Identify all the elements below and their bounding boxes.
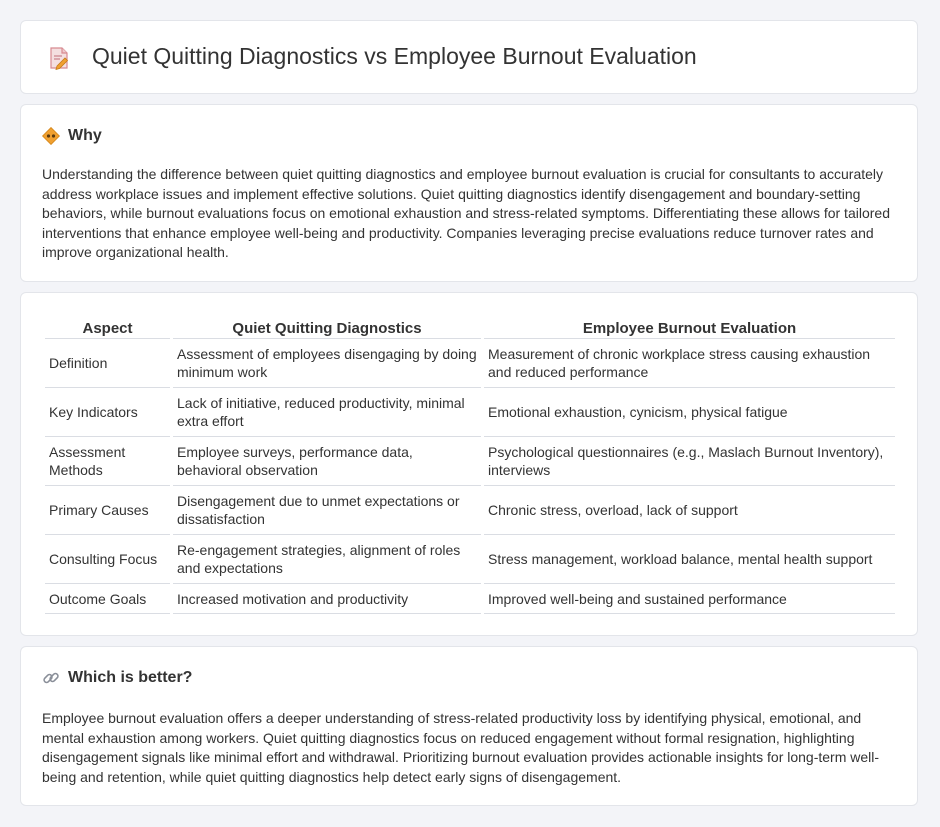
why-section <box>20 104 918 282</box>
header-card <box>20 20 918 94</box>
table-row <box>45 584 895 614</box>
which-is-better-section <box>20 646 918 806</box>
comparison-section <box>20 292 918 636</box>
better-text: Employee burnout evaluation offers a deeper understanding of stress-related productivity loss by identifying physical, emotional, and mental exhaustion among workers. Quiet quitting diagnostics focus on reduced engagement without formal resignation, highlighting disengagement signals like minimal effort and withdrawal. Prioritizing burnout evaluation provides actionable insights for long-term well-being and retention, while quiet quitting diagnostics help detect early signs of disengagement. <box>42 710 880 785</box>
row-burnout: Chronic stress, overload, lack of support <box>484 486 895 535</box>
row-quiet-quitting: Lack of initiative, reduced productivity, minimal extra effort <box>173 388 481 437</box>
row-aspect: Key Indicators <box>45 388 170 437</box>
row-burnout: Psychological questionnaires (e.g., Maslach Burnout Inventory), interviews <box>484 437 895 486</box>
table-row <box>45 437 895 486</box>
why-heading <box>42 127 102 145</box>
table-header-row <box>45 316 895 339</box>
row-aspect: Outcome Goals <box>45 584 170 614</box>
table-row <box>45 486 895 535</box>
row-burnout: Emotional exhaustion, cynicism, physical fatigue <box>484 388 895 437</box>
comparison-table <box>42 316 898 614</box>
row-aspect: Consulting Focus <box>45 535 170 584</box>
column-header-quiet-quitting: Quiet Quitting Diagnostics <box>173 316 481 339</box>
row-quiet-quitting: Assessment of employees disengaging by doing minimum work <box>173 339 481 388</box>
why-title: Why <box>68 127 102 144</box>
row-aspect: Definition <box>45 339 170 388</box>
row-quiet-quitting: Re-engagement strategies, alignment of roles and expectations <box>173 535 481 584</box>
row-quiet-quitting: Increased motivation and productivity <box>173 584 481 614</box>
column-header-burnout: Employee Burnout Evaluation <box>484 316 895 339</box>
better-title: Which is better? <box>68 669 193 686</box>
row-burnout: Measurement of chronic workplace stress causing exhaustion and reduced performance <box>484 339 895 388</box>
document-edit-icon <box>49 46 69 70</box>
row-quiet-quitting: Employee surveys, performance data, behavioral observation <box>173 437 481 486</box>
row-burnout: Stress management, workload balance, mental health support <box>484 535 895 584</box>
column-header-aspect: Aspect <box>45 316 170 339</box>
better-heading <box>42 669 192 687</box>
row-quiet-quitting: Disengagement due to unmet expectations or dissatisfaction <box>173 486 481 535</box>
row-burnout: Improved well-being and sustained performance <box>484 584 895 614</box>
table-row <box>45 535 895 584</box>
diamond-sign-icon <box>42 127 60 145</box>
table-row <box>45 388 895 437</box>
page-title: Quiet Quitting Diagnostics vs Employee Burnout Evaluation <box>92 43 697 69</box>
row-aspect: Primary Causes <box>45 486 170 535</box>
table-row <box>45 339 895 388</box>
row-aspect: Assessment Methods <box>45 437 170 486</box>
why-text: Understanding the difference between quiet quitting diagnostics and employee burnout evaluation is crucial for consultants to accurately address workplace issues and implement effective solutions. Quiet quitting diagnostics identify disengagement and boundary-setting behaviors, while burnout evaluations focus on emotional exhaustion and stress-related symptoms. Differentiating these allows for tailored interventions that enhance employee well-being and productivity. Companies leveraging precise evaluations reduce turnover rates and improve organizational health. <box>42 166 890 260</box>
link-icon <box>42 669 60 687</box>
